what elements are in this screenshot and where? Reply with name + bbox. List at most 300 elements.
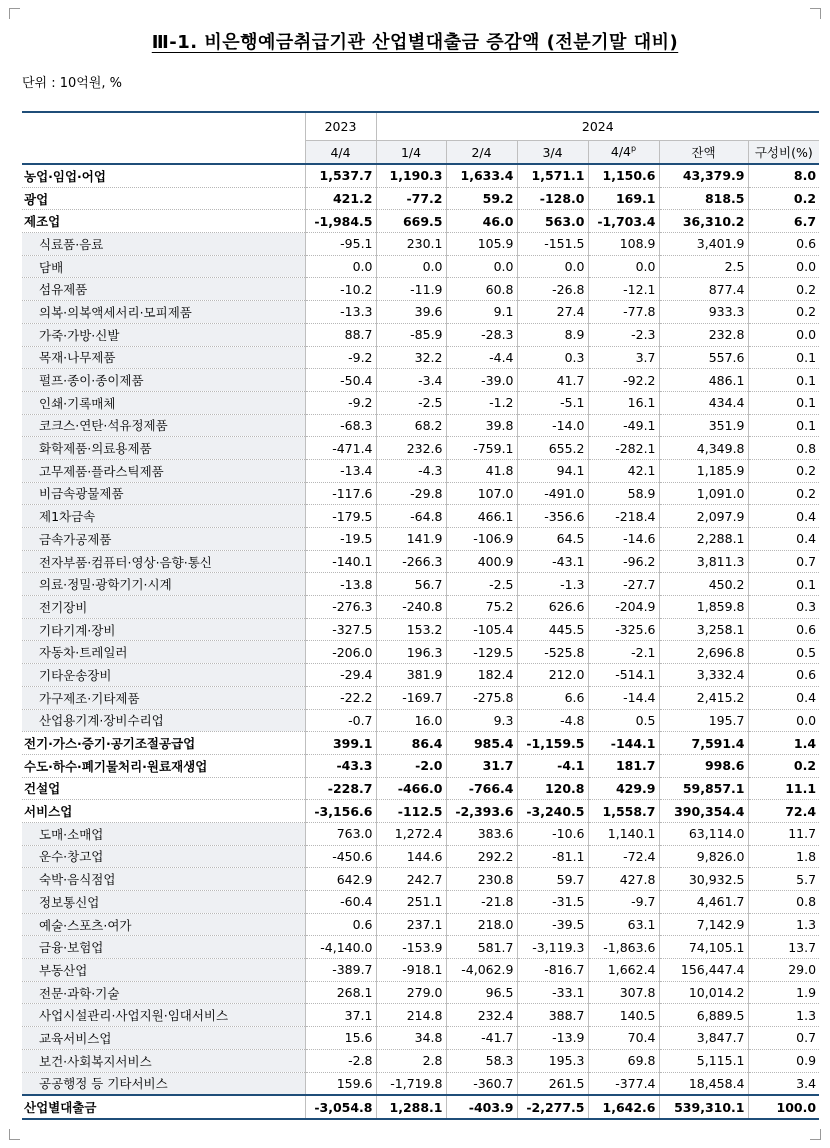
row-value: -276.3	[305, 596, 376, 619]
row-value: -2.3	[588, 323, 659, 346]
table-row-industry	[22, 777, 819, 800]
row-value: 268.1	[305, 981, 376, 1004]
row-value: 8.0	[748, 164, 819, 187]
row-value: 2,097.9	[659, 505, 748, 528]
table-row-subindustry	[22, 845, 819, 868]
table-row-subindustry	[22, 301, 819, 324]
row-value: 59,857.1	[659, 777, 748, 800]
row-value: 3.7	[588, 346, 659, 369]
row-value: -4.8	[517, 709, 588, 732]
row-value: -33.1	[517, 981, 588, 1004]
row-value: -21.8	[446, 891, 517, 914]
row-value: -377.4	[588, 1072, 659, 1095]
row-label: 부동산업	[22, 959, 305, 982]
row-value: 60.8	[446, 278, 517, 301]
table-row-subindustry	[22, 323, 819, 346]
row-value: 6,889.5	[659, 1004, 748, 1027]
row-value: 626.6	[517, 596, 588, 619]
row-value: 74,105.1	[659, 936, 748, 959]
row-value: 1,558.7	[588, 800, 659, 823]
row-value: -360.7	[446, 1072, 517, 1095]
row-value: -491.0	[517, 482, 588, 505]
row-label: 자동차·트레일러	[22, 641, 305, 664]
row-value: 0.4	[748, 505, 819, 528]
table-body	[22, 164, 819, 1119]
row-value: 0.3	[517, 346, 588, 369]
table-row-total	[22, 1095, 819, 1119]
row-value: -50.4	[305, 369, 376, 392]
row-label: 비금속광물제품	[22, 482, 305, 505]
row-label: 섬유제품	[22, 278, 305, 301]
row-value: 7,142.9	[659, 913, 748, 936]
row-value: 16.0	[376, 709, 446, 732]
row-label: 인쇄·기록매체	[22, 391, 305, 414]
row-value: -3.4	[376, 369, 446, 392]
row-value: -759.1	[446, 437, 517, 460]
row-value: -27.7	[588, 573, 659, 596]
row-value: 42.1	[588, 459, 659, 482]
row-value: 3,258.1	[659, 618, 748, 641]
unit-note: 단위 : 10억원, %	[22, 76, 123, 91]
row-value: 2,696.8	[659, 641, 748, 664]
row-value: 41.8	[446, 459, 517, 482]
row-value: 388.7	[517, 1004, 588, 1027]
row-value: -1,703.4	[588, 210, 659, 233]
row-value: 88.7	[305, 323, 376, 346]
row-value: 1,150.6	[588, 164, 659, 187]
row-value: 4,461.7	[659, 891, 748, 914]
row-value: -1.3	[517, 573, 588, 596]
row-value: -4,140.0	[305, 936, 376, 959]
row-value: -92.2	[588, 369, 659, 392]
row-value: 0.2	[748, 459, 819, 482]
row-value: 9.1	[446, 301, 517, 324]
row-value: 100.0	[748, 1095, 819, 1119]
row-value: 1,571.1	[517, 164, 588, 187]
row-value: 29.0	[748, 959, 819, 982]
row-label: 고무제품·플라스틱제품	[22, 459, 305, 482]
row-value: -64.8	[376, 505, 446, 528]
row-value: 1,091.0	[659, 482, 748, 505]
row-value: -918.1	[376, 959, 446, 982]
table-row-subindustry	[22, 1049, 819, 1072]
row-value: -403.9	[446, 1095, 517, 1119]
row-value: -22.2	[305, 686, 376, 709]
row-value: 242.7	[376, 868, 446, 891]
row-value: 1,185.9	[659, 459, 748, 482]
row-value: 196.3	[376, 641, 446, 664]
table-row-subindustry	[22, 255, 819, 278]
row-value: 0.8	[748, 437, 819, 460]
row-label: 담배	[22, 255, 305, 278]
table-row-subindustry	[22, 936, 819, 959]
row-value: 37.1	[305, 1004, 376, 1027]
row-value: -26.8	[517, 278, 588, 301]
row-label: 보건·사회복지서비스	[22, 1049, 305, 1072]
row-value: 399.1	[305, 732, 376, 755]
row-label: 예술·스포츠·여가	[22, 913, 305, 936]
row-value: -31.5	[517, 891, 588, 914]
row-value: -13.9	[517, 1027, 588, 1050]
row-value: -766.4	[446, 777, 517, 800]
row-value: 292.2	[446, 845, 517, 868]
row-value: -12.1	[588, 278, 659, 301]
row-value: 11.1	[748, 777, 819, 800]
row-value: 1.3	[748, 913, 819, 936]
row-value: -4.1	[517, 754, 588, 777]
row-value: -218.4	[588, 505, 659, 528]
row-value: 8.9	[517, 323, 588, 346]
row-label: 정보통신업	[22, 891, 305, 914]
row-value: 1,662.4	[588, 959, 659, 982]
row-value: 16.1	[588, 391, 659, 414]
row-value: 0.0	[748, 323, 819, 346]
row-value: 169.1	[588, 187, 659, 210]
row-value: 36,310.2	[659, 210, 748, 233]
row-value: 1,537.7	[305, 164, 376, 187]
row-value: 421.2	[305, 187, 376, 210]
table-row-subindustry	[22, 664, 819, 687]
row-label: 산업용기계·장비수리업	[22, 709, 305, 732]
row-value: 539,310.1	[659, 1095, 748, 1119]
header-quarter-prelim	[588, 141, 659, 165]
table-row-industry	[22, 732, 819, 755]
row-value: 32.2	[376, 346, 446, 369]
row-label: 농업·임업·어업	[22, 164, 305, 187]
row-value: -11.9	[376, 278, 446, 301]
row-value: -77.8	[588, 301, 659, 324]
row-value: 75.2	[446, 596, 517, 619]
row-value: 58.3	[446, 1049, 517, 1072]
header-quarter-label: 4/4	[610, 144, 632, 160]
row-value: -10.2	[305, 278, 376, 301]
row-value: 0.0	[305, 255, 376, 278]
header-share: 구성비(%)	[748, 141, 819, 165]
row-label: 금속가공제품	[22, 528, 305, 551]
row-value: 232.6	[376, 437, 446, 460]
row-value: -2.0	[376, 754, 446, 777]
row-value: -206.0	[305, 641, 376, 664]
row-value: 181.7	[588, 754, 659, 777]
row-value: 0.3	[748, 596, 819, 619]
row-value: 427.8	[588, 868, 659, 891]
row-label: 전문·과학·기술	[22, 981, 305, 1004]
row-value: 182.4	[446, 664, 517, 687]
row-value: -471.4	[305, 437, 376, 460]
row-value: -4.3	[376, 459, 446, 482]
row-value: 0.1	[748, 346, 819, 369]
header-quarter: 4/4	[305, 141, 376, 165]
row-value: 0.1	[748, 391, 819, 414]
row-value: 985.4	[446, 732, 517, 755]
row-value: 230.8	[446, 868, 517, 891]
table-row-industry	[22, 754, 819, 777]
corner-mark-bottom-left	[9, 1129, 20, 1140]
row-value: -9.2	[305, 391, 376, 414]
row-value: 763.0	[305, 822, 376, 845]
row-label: 식료품·음료	[22, 233, 305, 256]
row-value: 0.2	[748, 482, 819, 505]
row-value: -153.9	[376, 936, 446, 959]
page-title: Ⅲ-1. 비은행예금취급기관 산업별대출금 증감액 (전분기말 대비)	[151, 32, 679, 53]
row-label: 코크스·연탄·석유정제품	[22, 414, 305, 437]
row-value: -39.5	[517, 913, 588, 936]
row-value: -39.0	[446, 369, 517, 392]
row-value: 195.7	[659, 709, 748, 732]
row-value: 486.1	[659, 369, 748, 392]
row-label: 전자부품·컴퓨터·영상·음향·통신	[22, 550, 305, 573]
row-value: -4.4	[446, 346, 517, 369]
row-value: 5,115.1	[659, 1049, 748, 1072]
row-value: 445.5	[517, 618, 588, 641]
row-value: 0.6	[305, 913, 376, 936]
row-value: 0.7	[748, 1027, 819, 1050]
row-value: 669.5	[376, 210, 446, 233]
row-value: 400.9	[446, 550, 517, 573]
row-value: -151.5	[517, 233, 588, 256]
row-value: 105.9	[446, 233, 517, 256]
row-value: 0.6	[748, 618, 819, 641]
row-label: 서비스업	[22, 800, 305, 823]
row-value: 237.1	[376, 913, 446, 936]
row-value: 1,272.4	[376, 822, 446, 845]
row-value: -240.8	[376, 596, 446, 619]
row-value: -2.5	[376, 391, 446, 414]
row-value: 13.7	[748, 936, 819, 959]
row-value: -9.7	[588, 891, 659, 914]
table-row-subindustry	[22, 1027, 819, 1050]
table-row-subindustry	[22, 528, 819, 551]
row-value: 232.8	[659, 323, 748, 346]
row-value: 0.9	[748, 1049, 819, 1072]
table-row-industry	[22, 164, 819, 187]
row-value: -13.8	[305, 573, 376, 596]
row-label: 교육서비스업	[22, 1027, 305, 1050]
row-value: 429.9	[588, 777, 659, 800]
row-value: -169.7	[376, 686, 446, 709]
row-value: -128.0	[517, 187, 588, 210]
row-value: 34.8	[376, 1027, 446, 1050]
row-value: -1.2	[446, 391, 517, 414]
row-value: 7,591.4	[659, 732, 748, 755]
row-value: 70.4	[588, 1027, 659, 1050]
row-value: 2.8	[376, 1049, 446, 1072]
table-row-subindustry	[22, 709, 819, 732]
row-value: 434.4	[659, 391, 748, 414]
row-value: 642.9	[305, 868, 376, 891]
row-value: 0.1	[748, 414, 819, 437]
row-label: 건설업	[22, 777, 305, 800]
row-label: 전기·가스·증기·공기조절공급업	[22, 732, 305, 755]
row-value: 563.0	[517, 210, 588, 233]
row-label: 가구제조·기타제품	[22, 686, 305, 709]
row-value: 10,014.2	[659, 981, 748, 1004]
row-value: 2.5	[659, 255, 748, 278]
row-value: -389.7	[305, 959, 376, 982]
row-value: 466.1	[446, 505, 517, 528]
row-value: 212.0	[517, 664, 588, 687]
row-value: -3,119.3	[517, 936, 588, 959]
row-value: 1.8	[748, 845, 819, 868]
row-label: 도매·소매업	[22, 822, 305, 845]
row-value: 64.5	[517, 528, 588, 551]
row-value: -81.1	[517, 845, 588, 868]
row-value: 0.0	[446, 255, 517, 278]
row-value: 0.0	[748, 255, 819, 278]
row-value: 43,379.9	[659, 164, 748, 187]
row-value: 140.5	[588, 1004, 659, 1027]
row-value: -14.0	[517, 414, 588, 437]
header-balance: 잔액	[659, 141, 748, 165]
row-label: 목재·나무제품	[22, 346, 305, 369]
row-value: 214.8	[376, 1004, 446, 1027]
row-value: 94.1	[517, 459, 588, 482]
row-value: 39.6	[376, 301, 446, 324]
row-label: 사업시설관리·사업지원·임대서비스	[22, 1004, 305, 1027]
row-value: 41.7	[517, 369, 588, 392]
table-row-subindustry	[22, 618, 819, 641]
row-value: -327.5	[305, 618, 376, 641]
row-value: -72.4	[588, 845, 659, 868]
row-value: 46.0	[446, 210, 517, 233]
header-quarter: 1/4	[376, 141, 446, 165]
row-value: -10.6	[517, 822, 588, 845]
corner-mark-top-right	[810, 8, 821, 19]
row-value: -204.9	[588, 596, 659, 619]
row-value: -1,159.5	[517, 732, 588, 755]
row-value: 251.1	[376, 891, 446, 914]
table-row-subindustry	[22, 437, 819, 460]
row-value: 1.9	[748, 981, 819, 1004]
row-value: 107.0	[446, 482, 517, 505]
row-value: 120.8	[517, 777, 588, 800]
row-value: -514.1	[588, 664, 659, 687]
row-label: 기타기계·장비	[22, 618, 305, 641]
row-label: 운수·창고업	[22, 845, 305, 868]
row-value: -9.2	[305, 346, 376, 369]
row-value: -228.7	[305, 777, 376, 800]
row-label: 기타운송장비	[22, 664, 305, 687]
table-row-subindustry	[22, 346, 819, 369]
row-value: 0.6	[748, 664, 819, 687]
row-value: -117.6	[305, 482, 376, 505]
row-value: 63,114.0	[659, 822, 748, 845]
row-value: 0.2	[748, 754, 819, 777]
row-value: 63.1	[588, 913, 659, 936]
row-value: -144.1	[588, 732, 659, 755]
row-value: 1.3	[748, 1004, 819, 1027]
row-value: -95.1	[305, 233, 376, 256]
header-year-2023: 2023	[305, 112, 376, 141]
table-row-subindustry	[22, 868, 819, 891]
row-label: 숙박·음식점업	[22, 868, 305, 891]
table-row-subindustry	[22, 1072, 819, 1095]
table-row-subindustry	[22, 596, 819, 619]
row-value: 230.1	[376, 233, 446, 256]
row-value: -3,240.5	[517, 800, 588, 823]
row-value: 0.8	[748, 891, 819, 914]
row-value: 261.5	[517, 1072, 588, 1095]
row-value: 0.0	[588, 255, 659, 278]
row-value: -106.9	[446, 528, 517, 551]
row-label: 화학제품·의료용제품	[22, 437, 305, 460]
row-value: 3,811.3	[659, 550, 748, 573]
row-value: 96.5	[446, 981, 517, 1004]
row-value: 144.6	[376, 845, 446, 868]
row-value: -2.1	[588, 641, 659, 664]
table-row-subindustry	[22, 278, 819, 301]
row-value: -96.2	[588, 550, 659, 573]
row-value: 56.7	[376, 573, 446, 596]
row-label: 광업	[22, 187, 305, 210]
table-row-subindustry	[22, 641, 819, 664]
row-label: 제1차금속	[22, 505, 305, 528]
row-value: -3,156.6	[305, 800, 376, 823]
row-value: -140.1	[305, 550, 376, 573]
row-value: -5.1	[517, 391, 588, 414]
table-row-subindustry	[22, 369, 819, 392]
row-value: 218.0	[446, 913, 517, 936]
row-value: -49.1	[588, 414, 659, 437]
row-value: 86.4	[376, 732, 446, 755]
row-value: -525.8	[517, 641, 588, 664]
table-row-subindustry	[22, 913, 819, 936]
row-value: 31.7	[446, 754, 517, 777]
row-value: 0.6	[748, 233, 819, 256]
corner-mark-top-left	[9, 8, 20, 19]
row-value: 818.5	[659, 187, 748, 210]
row-value: 6.7	[748, 210, 819, 233]
row-value: 0.2	[748, 187, 819, 210]
row-value: -60.4	[305, 891, 376, 914]
row-value: -29.8	[376, 482, 446, 505]
table-row-subindustry	[22, 822, 819, 845]
row-value: 69.8	[588, 1049, 659, 1072]
row-label: 가죽·가방·신발	[22, 323, 305, 346]
row-label: 펄프·종이·종이제품	[22, 369, 305, 392]
row-value: -85.9	[376, 323, 446, 346]
row-value: 0.5	[748, 641, 819, 664]
row-value: -2.8	[305, 1049, 376, 1072]
row-value: 27.4	[517, 301, 588, 324]
row-value: -19.5	[305, 528, 376, 551]
row-value: -14.6	[588, 528, 659, 551]
row-value: 933.3	[659, 301, 748, 324]
row-value: 0.5	[588, 709, 659, 732]
row-value: -2,277.5	[517, 1095, 588, 1119]
row-value: 159.6	[305, 1072, 376, 1095]
row-value: 0.0	[376, 255, 446, 278]
row-value: 1.4	[748, 732, 819, 755]
row-value: 3,847.7	[659, 1027, 748, 1050]
row-value: 655.2	[517, 437, 588, 460]
row-value: 450.2	[659, 573, 748, 596]
row-value: -1,984.5	[305, 210, 376, 233]
row-value: 1,642.6	[588, 1095, 659, 1119]
prelim-mark: p	[631, 144, 637, 154]
table-row-subindustry	[22, 391, 819, 414]
row-value: 307.8	[588, 981, 659, 1004]
row-value: -356.6	[517, 505, 588, 528]
row-value: 195.3	[517, 1049, 588, 1072]
row-value: -68.3	[305, 414, 376, 437]
row-value: 141.9	[376, 528, 446, 551]
row-value: -4,062.9	[446, 959, 517, 982]
row-value: 1,190.3	[376, 164, 446, 187]
row-value: 5.7	[748, 868, 819, 891]
row-value: 4,349.8	[659, 437, 748, 460]
row-value: 0.0	[517, 255, 588, 278]
